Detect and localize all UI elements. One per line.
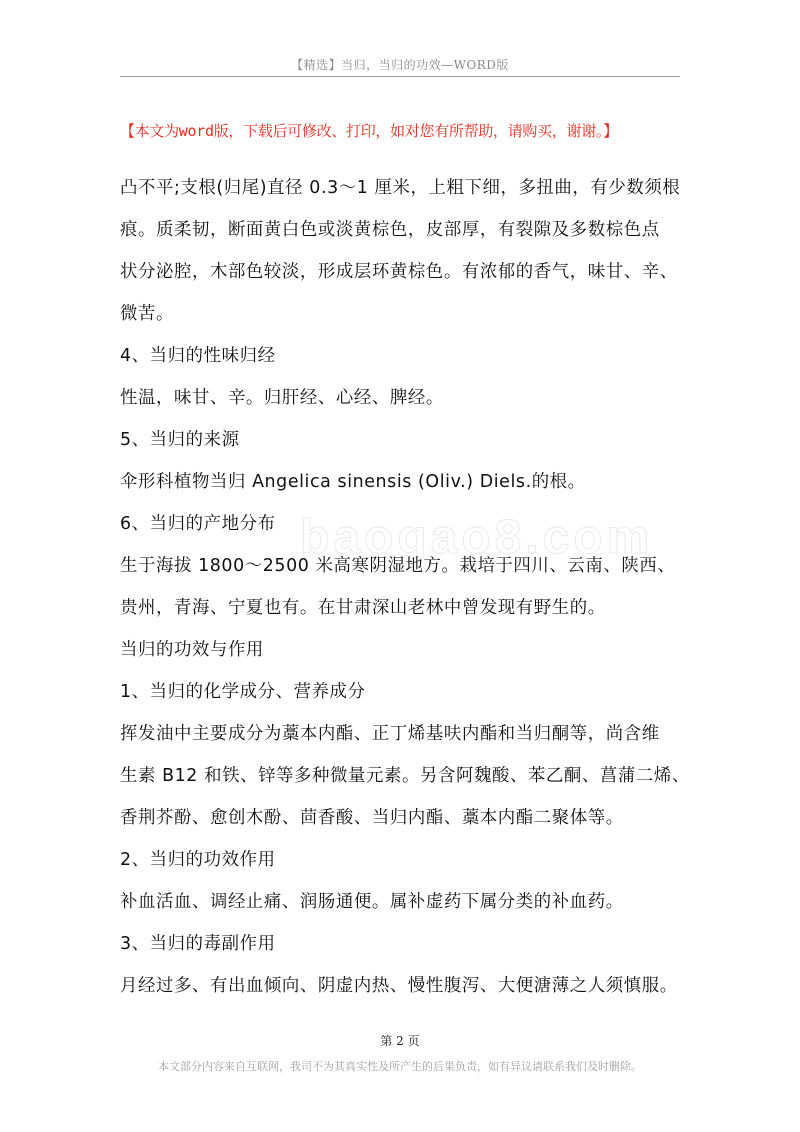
paragraph-line: 微苦。 bbox=[120, 304, 174, 324]
paragraph-line: 伞形科植物当归 Angelica sinensis (Oliv.) Diels.的根。 bbox=[120, 472, 586, 492]
section-heading: 6、当归的产地分布 bbox=[120, 514, 276, 534]
paragraph-line: 性温，味甘、辛。归肝经、心经、脾经。 bbox=[120, 388, 444, 408]
section-heading: 5、当归的来源 bbox=[120, 430, 240, 450]
paragraph-line: 痕。质柔韧，断面黄白色或淡黄棕色，皮部厚，有裂隙及多数棕色点 bbox=[120, 220, 660, 240]
word-version-notice: 【本文为word版，下载后可修改、打印，如对您有所帮助，请购买，谢谢。】 bbox=[120, 122, 618, 140]
document-body bbox=[120, 167, 690, 1007]
paragraph-line: 凸不平;支根(归尾)直径 0.3～1 厘米，上粗下细，多扭曲，有少数须根 bbox=[120, 178, 681, 198]
paragraph-line: 生于海拔 1800～2500 米高寒阴湿地方。栽培于四川、云南、陕西、 bbox=[120, 556, 676, 576]
page-header-title: 【精选】当归，当归的功效—WORD版 bbox=[291, 58, 509, 72]
header-divider bbox=[120, 76, 680, 77]
section-heading: 4、当归的性味归经 bbox=[120, 346, 276, 366]
paragraph-line: 贵州，青海、宁夏也有。在甘肃深山老林中曾发现有野生的。 bbox=[120, 598, 606, 618]
section-heading: 3、当归的毒副作用 bbox=[120, 934, 276, 954]
site-watermark: baogao8.com bbox=[300, 511, 654, 564]
section-heading: 当归的功效与作用 bbox=[120, 640, 264, 660]
paragraph-line: 香荆芥酚、愈创木酚、茴香酸、当归内酯、藁本内酯二聚体等。 bbox=[120, 808, 624, 828]
footer-disclaimer: 本文部分内容来自互联网，我司不为其真实性及所产生的后果负责，如有异议请联系我们及时删除。 bbox=[158, 1060, 642, 1073]
paragraph-line: 生素 B12 和铁、锌等多种微量元素。另含阿魏酸、苯乙酮、菖蒲二烯、 bbox=[120, 766, 690, 786]
paragraph-line: 月经过多、有出血倾向、阴虚内热、慢性腹泻、大便溏薄之人须慎服。 bbox=[120, 976, 678, 996]
section-heading: 1、当归的化学成分、营养成分 bbox=[120, 682, 366, 702]
paragraph-line: 挥发油中主要成分为藁本内酯、正丁烯基呋内酯和当归酮等，尚含维 bbox=[120, 724, 660, 744]
paragraph-line: 状分泌腔，木部色较淡，形成层环黄棕色。有浓郁的香气，味甘、辛、 bbox=[120, 262, 678, 282]
paragraph-line: 补血活血、调经止痛、润肠通便。属补虚药下属分类的补血药。 bbox=[120, 892, 624, 912]
section-heading: 2、当归的功效作用 bbox=[120, 850, 276, 870]
page-number: 第 2 页 bbox=[380, 1034, 420, 1048]
